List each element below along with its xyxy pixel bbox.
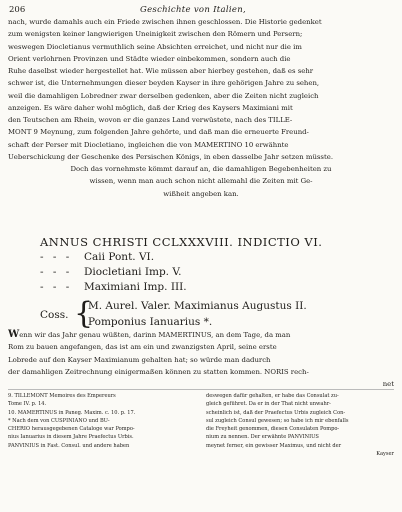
text-line: den Teutschen am Rhein, wovon er die ganzes Land verwüstete, nach des TILLE- (8, 116, 293, 124)
consul-name: M. Aurel. Valer. Maximianus Augustus II. (88, 300, 307, 312)
text-line: zum wenigsten keiner langwierigen Uneinigkeit zwischen den Römern und Persern; (8, 30, 303, 39)
text-line: nach, wurde damahls auch ein Friede zwischen ihnen geschlossen. Die Historie gedenket (8, 18, 322, 26)
text-line: wissen, wenn man auch schon nicht allemahl die Zeiten mit Ge- (89, 177, 313, 186)
footnote-line: deswegen dafür gehalten, er habe das Consulat zu- (206, 393, 339, 399)
main-text (8, 16, 394, 200)
text-line: anzeigen. Es wäre daher wohl möglich, daß der Krieg des Kaysers Maximiani mit (8, 103, 293, 112)
text-line: Orient verlohrnen Provinzen und Städte wieder einbekommen, sondern auch die (8, 54, 291, 63)
footnote-line: Tome IV. p. 14. (8, 401, 47, 408)
text-line: schwer ist, die Unternehmungen dieser beyden Kayser in ihre gehörigen Jahre zu sehen, (8, 79, 320, 88)
text-line (8, 329, 394, 341)
text-line: wißheit angeben kan. (163, 189, 239, 198)
consuls-block (40, 296, 380, 333)
footnote-line: * Nach dem von CUSPINIANO und BU- (8, 417, 110, 424)
page-number: 206 (9, 5, 26, 15)
consul-name: Pomponius Ianuarius *. (88, 316, 213, 328)
text-line: weil die damahligen Lobredner zwar derselben gedenken, aber die Zeiten nicht zugleich (8, 91, 319, 100)
footnote-line: nium zu nennen. Der erwähnte PANVINIUS (206, 434, 319, 441)
footnote-line: 10. MAMERTINUS in Paneg. Maxim. c. 10. p. 17. (8, 409, 136, 416)
coss-label: Coss. (40, 309, 69, 321)
text-line: Ruhe daselbst wieder hergestellet hat. Wie müssen aber hierbey gestehen, daß es sehr (8, 67, 314, 75)
dash-leader: - - - (40, 281, 73, 293)
footnote-line: PANVINIUS in Fast. Consul. und andere haben (8, 442, 130, 449)
catchword: net (382, 380, 394, 388)
footnote-line: die Freyheit genommen, diesen Consulaten Pompo- (206, 426, 340, 433)
text-line: schaft der Perser mit Diocletiano, ingleichen die von MAMERTINO 10 erwähnte (8, 140, 289, 149)
footnote-line: meynet ferner, ein gewisser Maximus, und nicht der (206, 442, 342, 449)
dash-leader: - - - (40, 251, 73, 263)
footnotes-right-column (206, 392, 394, 458)
footnotes-left-column (8, 392, 196, 450)
annals-row (40, 265, 380, 280)
text-line: Rom zu bauen angefangen, das ist am ein und zwanzigsten April, seine erste (8, 343, 277, 352)
footnote-line: sul zugleich Consul gewesen; so habe ich mir ebenfalls (206, 417, 349, 424)
text-run: enn wir das Jahr genau wüßten, darinn MAMERTINUS, an dem Tage, da man (19, 331, 291, 339)
text-line: MONT 9 Meynung, zum folgenden Jahre gehörte, und daß man die erneuerte Freund- (8, 128, 309, 137)
footnote-line: CHERIO herausgegebenen Cataloge war Pompo- (8, 426, 135, 433)
dash-leader: - - - (40, 266, 73, 278)
text-line: Ueberschickung der Geschenke des Persischen Königs, in eben dasselbe Jahr setzen müsste. (8, 152, 334, 161)
text-line: Lobrede auf den Kayser Maximianum gehalten hat; so würde man dadurch (8, 355, 271, 364)
footnote-line: scheinlich ist, daß der Praefectus Urbis zugleich Con- (206, 409, 346, 416)
annals-block (40, 235, 380, 333)
footnote-line: nius Ianuarius in diesem Jahre Praefectus Urbis. (8, 434, 134, 441)
paragraph (8, 329, 394, 390)
footnote-line: 9. TILLEMONT Memoires des Empereurs (8, 393, 116, 399)
footnote-divider (8, 389, 394, 390)
catchword: Kayser (376, 451, 394, 458)
annals-row (40, 250, 380, 265)
text-line: weswegen Diocletianus vermuthlich seine Absichten erreichet, und nicht nur die im (8, 42, 302, 51)
text-line: Doch das vornehmste kömmt darauf an, die damahligen Begebenheiten zu (70, 165, 332, 173)
footnote-line: gleich geführet. Da er in der That nicht unwahr- (206, 401, 331, 408)
text-line: der damahligen Zeitrechnung einigermaßen können zu statten kommen. NORIS rech- (8, 367, 309, 376)
annals-row (40, 280, 380, 295)
annals-row-text: Caii Pont. VI. (84, 251, 155, 263)
curly-brace-icon: { (74, 296, 94, 331)
running-header (0, 0, 402, 16)
annals-row-text: Diocletiani Imp. V. (84, 266, 182, 278)
annus-heading: ANNUS CHRISTI CCLXXXVIII. INDICTIO VI. (40, 235, 323, 249)
initial-letter: W (8, 329, 20, 340)
annals-row-text: Maximiani Imp. III. (84, 281, 187, 293)
running-title: Geschichte von Italien, (140, 5, 246, 15)
